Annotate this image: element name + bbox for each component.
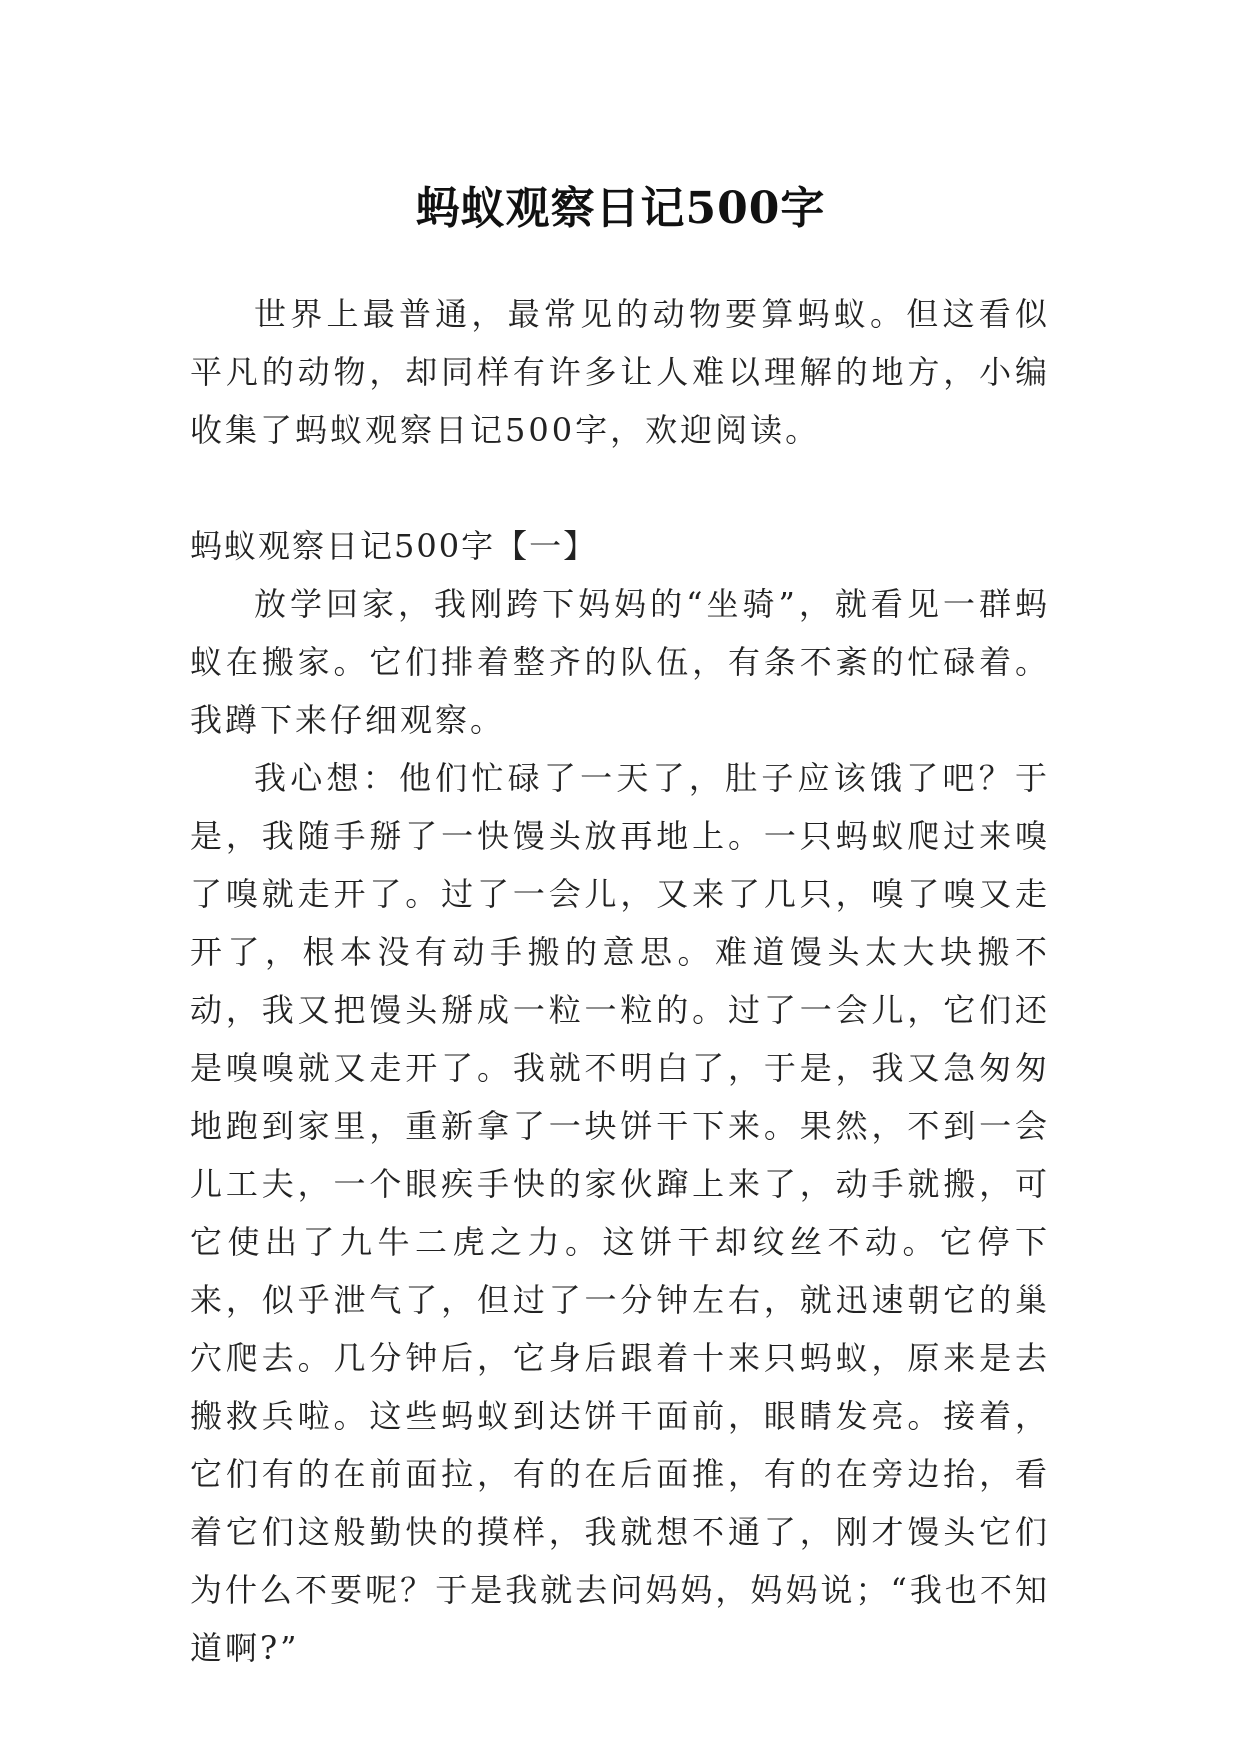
diary-section-1 bbox=[190, 517, 1050, 1677]
document-title: 蚂蚁观察日记500字 bbox=[415, 183, 826, 235]
section-heading: 蚂蚁观察日记500字【一】 bbox=[190, 527, 598, 565]
diary-paragraph: 放学回家，我刚跨下妈妈的“坐骑”，就看见一群蚂蚁在搬家。它们排着整齐的队伍，有条不紊的忙碌着。我蹲下来仔细观察。 bbox=[190, 585, 1050, 739]
intro-block bbox=[190, 285, 1050, 459]
diary-paragraph: 我心想：他们忙碌了一天了，肚子应该饿了吧？于是，我随手掰了一快馒头放再地上。一只蚂蚁爬过来嗅了嗅就走开了。过了一会儿，又来了几只，嗅了嗅又走开了，根本没有动手搬的意思。难道馒头太大块搬不动，我又把馒头掰成一粒一粒的。过了一会儿，它们还是嗅嗅就又走开了。我就不明白了，于是，我又急匆匆地跑到家里，重新拿了一块饼干下来。果然，不到一会儿工夫，一个眼疾手快的家伙蹿上来了，动手就搬，可它使出了九牛二虎之力。这饼干却纹丝不动。它停下来，似乎泄气了，但过了一分钟左右，就迅速朝它的巢穴爬去。几分钟后，它身后跟着十来只蚂蚁，原来是去搬救兵啦。这些蚂蚁到达饼干面前，眼睛发亮。接着，它们有的在前面拉，有的在后面推，有的在旁边抬，看着它们这般勤快的摸样，我就想不通了，刚才馒头它们为什么不要呢？于是我就去问妈妈，妈妈说；“我也不知道啊?” bbox=[190, 759, 1050, 1667]
intro-paragraph: 世界上最普通，最常见的动物要算蚂蚁。但这看似平凡的动物，却同样有许多让人难以理解的地方，小编收集了蚂蚁观察日记500字，欢迎阅读。 bbox=[190, 295, 1050, 449]
